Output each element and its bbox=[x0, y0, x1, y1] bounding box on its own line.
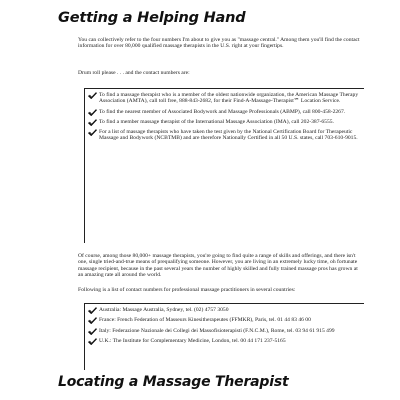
list-item-text: To find the nearest member of Associated Bodywork and Massage Professionals (ABMP), call 800-458-2267. bbox=[99, 108, 346, 115]
us-contacts-list bbox=[84, 88, 364, 243]
section-heading: Getting a Helping Hand bbox=[58, 10, 246, 26]
list-item bbox=[85, 307, 364, 313]
list-item bbox=[85, 129, 364, 142]
list-item-text: France: French Federation of Masseurs Kinesitherapeutes (FFMKR), Paris, tel. 01 44 83 46 00 bbox=[99, 317, 311, 324]
list-item-text: To find a massage therapist who is a member of the oldest nationwide organization, the American Massage Therapy Association (AMTA), call toll free, 888-843-2682, for their Find-A-Massage-Therapist℠ Location Service. bbox=[99, 92, 359, 105]
intro-paragraph: You can collectively refer to the four numbers I'm about to give you as "massage central." Among them you'll find the contact information for over 80,000 qualified massage therapists in the U.S. right at your fingertips. bbox=[78, 37, 360, 50]
list-item bbox=[85, 338, 364, 344]
international-contacts-list bbox=[84, 303, 364, 370]
list-item bbox=[85, 317, 364, 323]
checkmark-icon bbox=[88, 317, 97, 324]
checkmark-icon bbox=[88, 119, 97, 126]
list-item-text: To find a member massage therapist of the International Massage Association (IMA), call 202-387-6555. bbox=[99, 118, 334, 125]
checkmark-icon bbox=[88, 129, 97, 136]
checkmark-icon bbox=[88, 338, 97, 345]
following-paragraph: Following is a list of contact numbers for professional massage practitioners in several countries: bbox=[78, 287, 296, 293]
drum-roll-paragraph: Drum roll please . . . and the contact numbers are: bbox=[78, 70, 190, 76]
list-item bbox=[85, 328, 364, 334]
list-item bbox=[85, 119, 364, 125]
checkmark-icon bbox=[88, 109, 97, 116]
list-item-text: For a list of massage therapists who have taken the test given by the National Certification Board for Therapeutic Massage and Bodywork (NCBTMB) and are therefore Nationally Certified in all 50 U.S. states, call 703-610-9015. bbox=[99, 129, 358, 142]
list-item-text: Italy: Federazione Nazionale dei Collegi dei Massofisioterapisti (F.N.C.M.), Rome, tel. 03 94 61 915 499 bbox=[99, 327, 335, 334]
list-item-text: Australia: Massage Australia, Sydney, tel. (02) 4757 3050 bbox=[99, 307, 229, 313]
next-section-heading: Locating a Massage Therapist bbox=[58, 374, 289, 390]
checkmark-icon bbox=[88, 328, 97, 335]
checkmark-icon bbox=[88, 92, 97, 99]
list-item bbox=[85, 92, 364, 105]
of-course-paragraph: Of course, among those 80,000+ massage therapists, you're going to find quite a range of skills and offerings, and there isn't one, single tried-and-true means of prequalifying someone. However, you are living in an extremely lucky time, oh fortunate massage recipient, because in the past several years the number of highly skilled and fully trained massage pros has grown at an amazing rate all around the world. bbox=[78, 253, 358, 278]
checkmark-icon bbox=[88, 307, 97, 314]
list-item bbox=[85, 109, 364, 115]
list-item-text: U.K.: The Institute for Complementary Medicine, London, tel. 00 44 171 237-5165 bbox=[99, 337, 286, 344]
